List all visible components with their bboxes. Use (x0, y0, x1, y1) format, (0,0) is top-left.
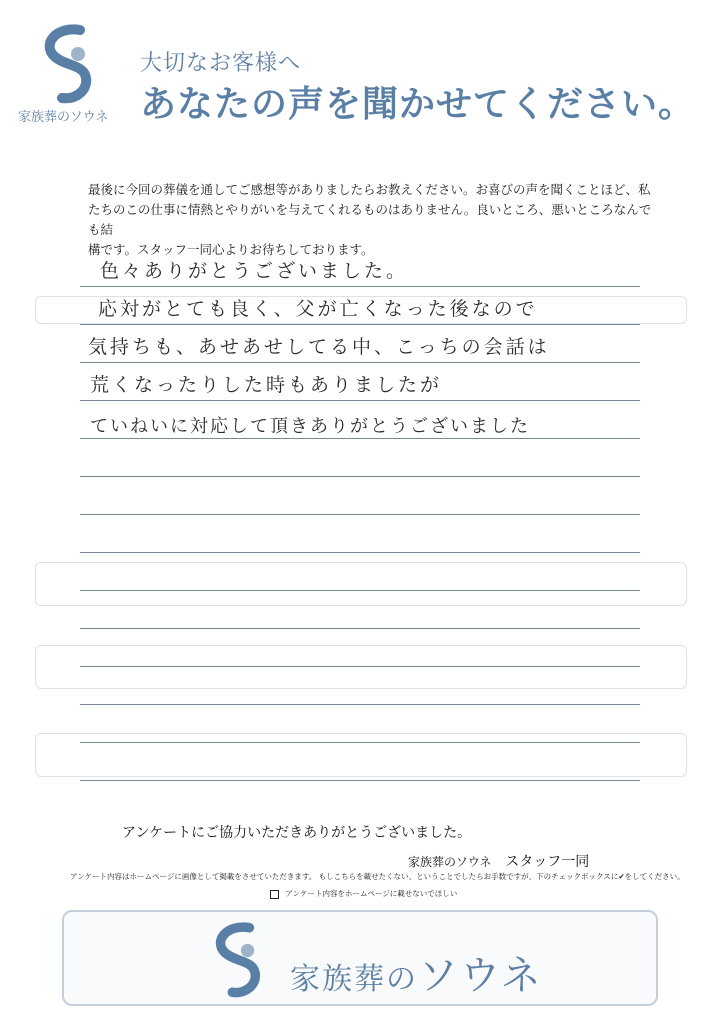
handwritten-line: 応対がとても良く、父が亡くなった後なので (98, 298, 538, 320)
ruled-line (80, 666, 640, 667)
bleed-through-box (35, 645, 687, 689)
ruled-line (80, 742, 640, 743)
logo-icon (36, 24, 100, 108)
ruled-line (80, 552, 640, 553)
bleed-through-box (35, 562, 687, 606)
handwritten-line: 荒くなったりした時もありましたが (90, 374, 443, 396)
footer-brand-kana: ソウネ (418, 953, 543, 999)
thank-you-message: アンケートにご協力いただきありがとうございました。 (122, 825, 472, 841)
footer-brand-prefix: 家族葬の (290, 962, 418, 997)
bleed-through-box (35, 733, 687, 777)
header-kicker: 大切なお客様へ (140, 51, 302, 76)
company-name: 家族葬のソウネ (408, 855, 492, 869)
ruled-line (80, 324, 640, 325)
publication-note: アンケート内容はホームページに画像として掲載をさせていただきます。 もしこちらを載せたくない、ということでしたらお手数ですが、下のチェックボックスに✔をしてください。 (70, 872, 685, 881)
intro-line: 最後に今回の葬儀を通してご感想等がありましたらお教えください。お喜びの声を聞くことほど、私 (88, 182, 651, 197)
ruled-line (80, 704, 640, 705)
handwritten-line: 気持ちも、あせあせしてる中、こっちの会話は (88, 336, 550, 358)
signature (408, 851, 589, 871)
ruled-line (80, 780, 640, 781)
footer-brand-name (290, 944, 543, 1001)
staff-signoff: スタッフ一同 (505, 854, 590, 870)
opt-out-row (270, 888, 457, 899)
handwritten-line: 色々ありがとうございました。 (100, 260, 409, 282)
intro-line: たちのこの仕事に情熱とやりがいを与えてくれるものはありません。良いところ、悪いところなんでも結 (88, 202, 652, 237)
page-title: あなたの声を聞かせてください。 (140, 84, 696, 125)
ruled-line (80, 590, 640, 591)
ruled-line (80, 628, 640, 629)
ruled-line (80, 476, 640, 477)
footer-logo-icon (206, 922, 270, 1002)
opt-out-checkbox[interactable] (270, 890, 279, 899)
ruled-line (80, 514, 640, 515)
ruled-line (80, 400, 640, 401)
ruled-line (80, 286, 640, 287)
opt-out-label: アンケート内容をホームページに載せないでほしい (285, 889, 458, 898)
ruled-line (80, 362, 640, 363)
handwritten-line: ていねいに対応して頂きありがとうございました (90, 416, 530, 437)
ruled-line (80, 438, 640, 439)
brand-name-small: 家族葬のソウネ (18, 110, 109, 125)
intro-paragraph (88, 180, 658, 260)
intro-line: 構です。スタッフ一同心よりお待ちしております。 (88, 242, 374, 257)
